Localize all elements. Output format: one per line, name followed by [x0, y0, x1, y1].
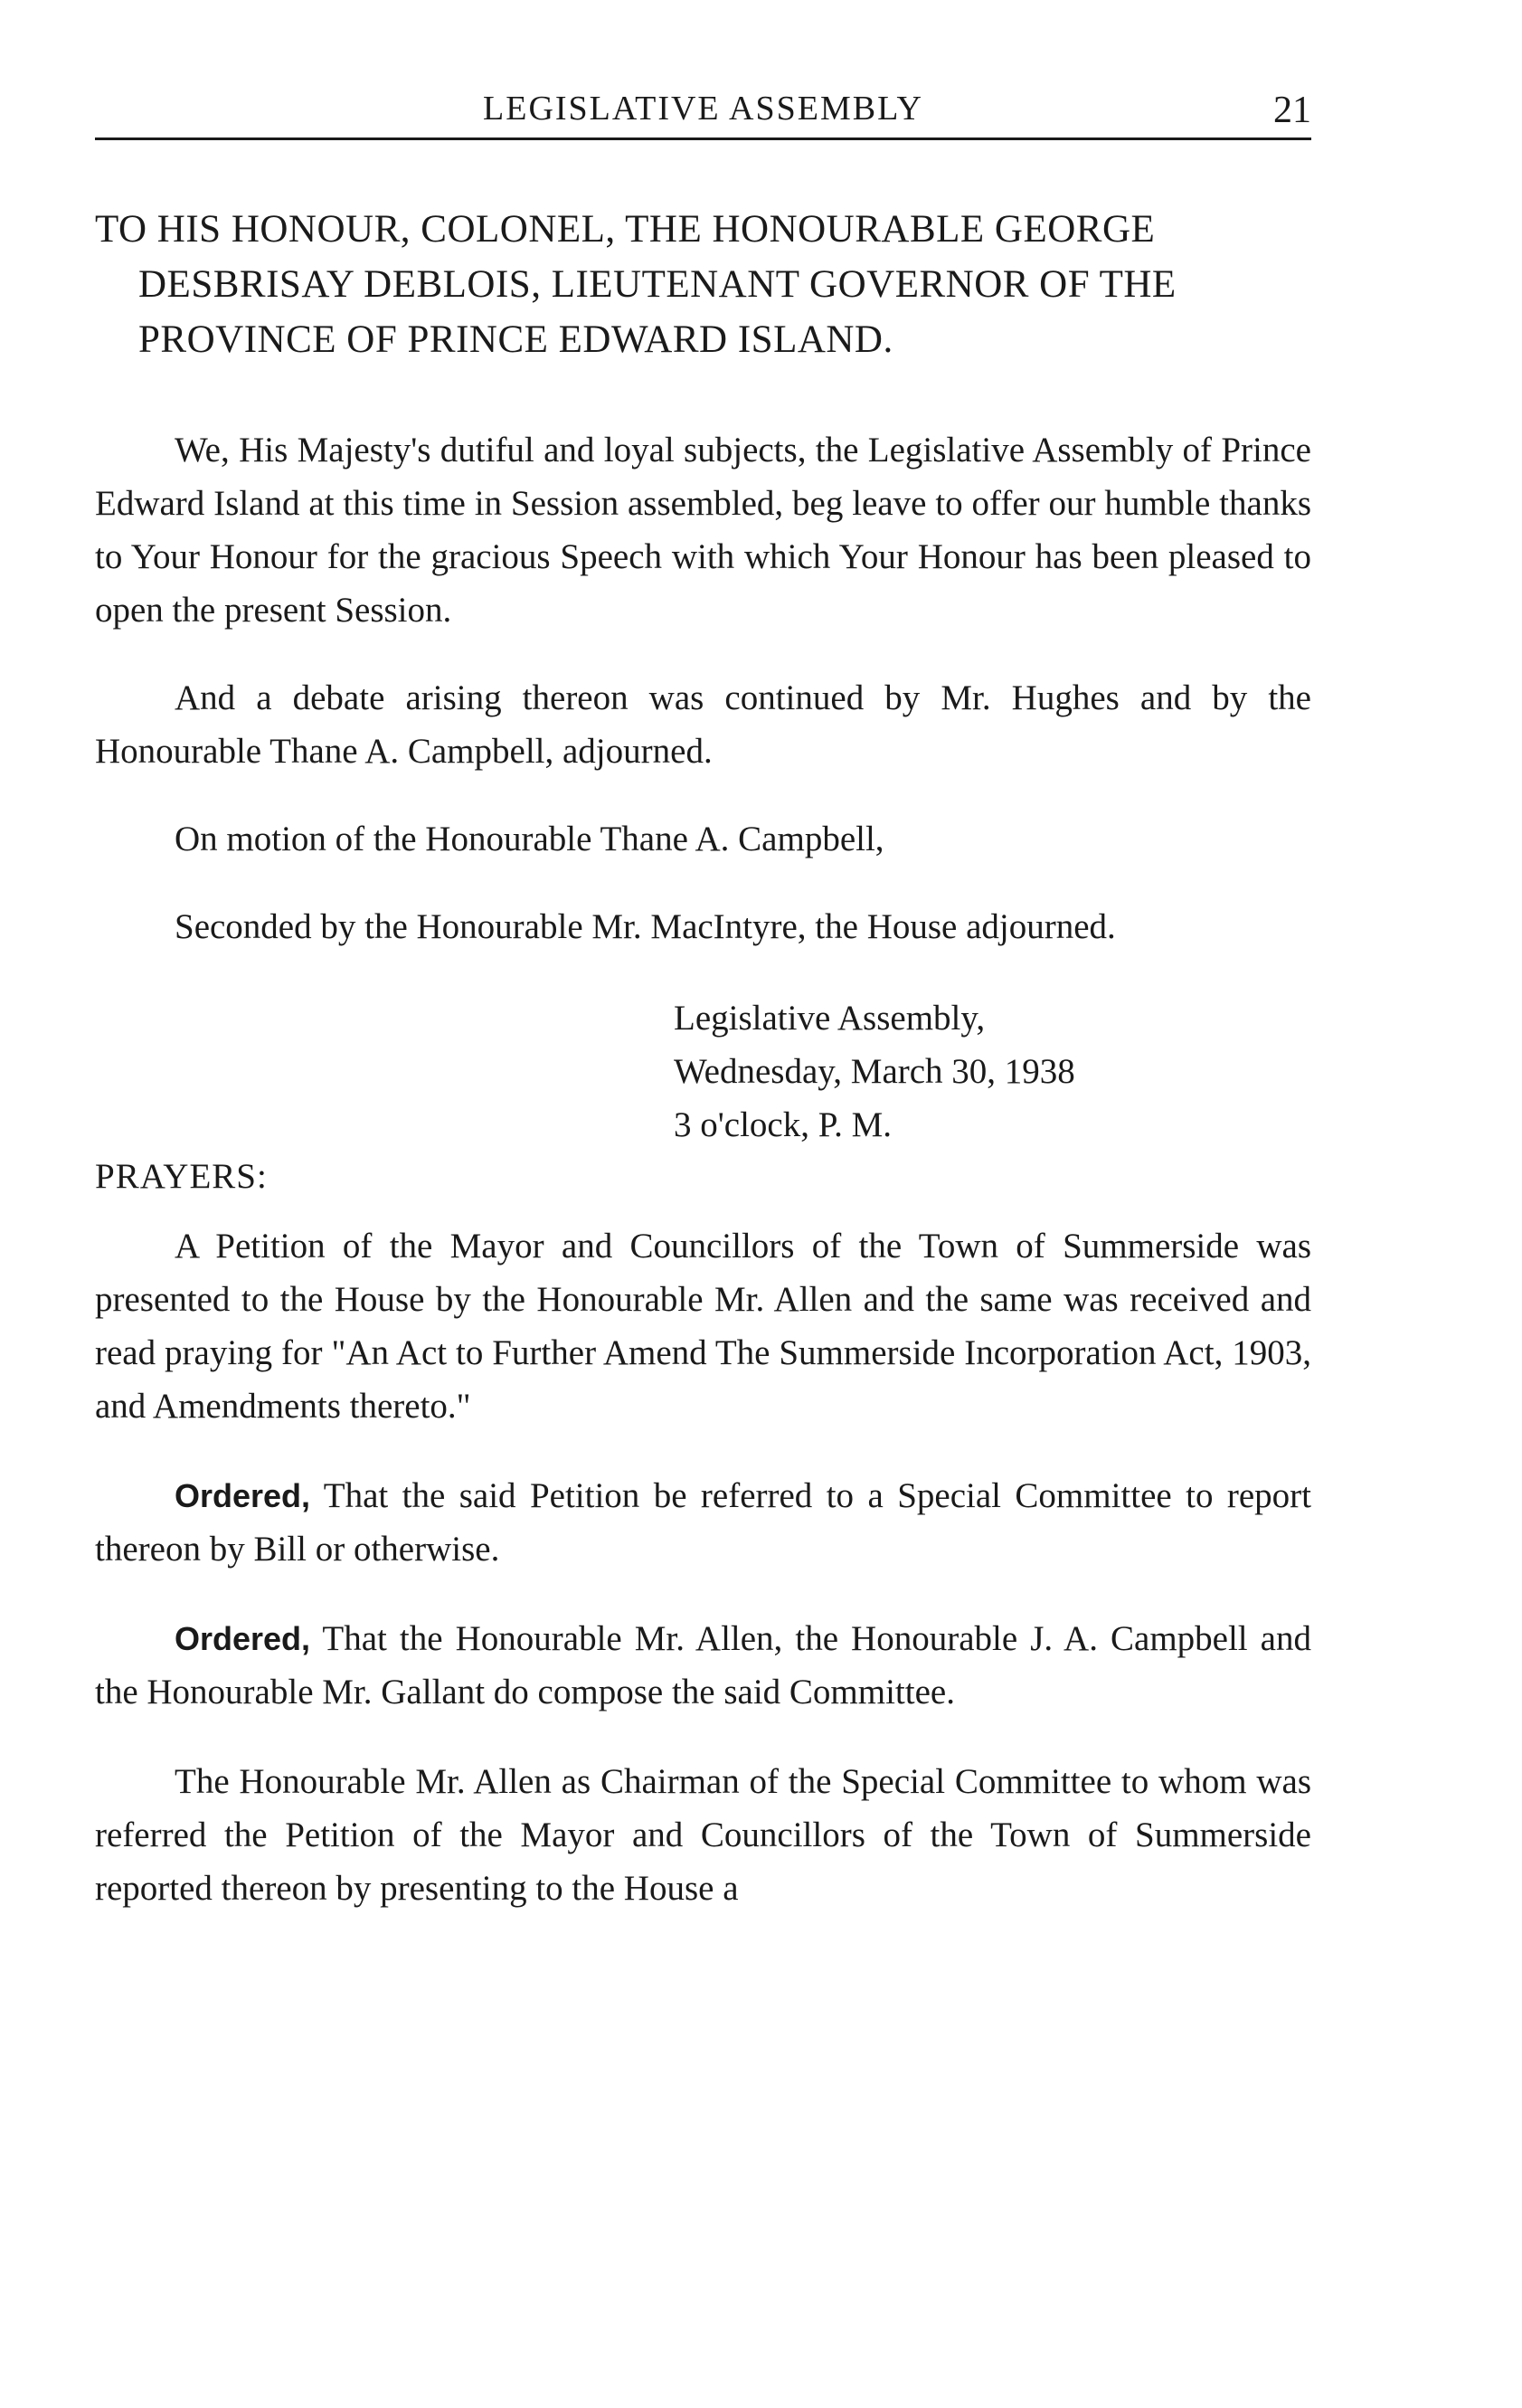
prayers-heading: PRAYERS:	[95, 1157, 268, 1196]
ordered-text-2: That the Honourable Mr. Allen, the Honourable J. A. Campbell and the Honourable Mr. Gallant do compose the said Committee.	[95, 1619, 1311, 1711]
ordered-text-1: That the said Petition be referred to a Special Committee to report thereon by Bill or otherwise.	[95, 1476, 1311, 1569]
running-title: LEGISLATIVE ASSEMBLY	[483, 90, 923, 128]
running-header	[95, 81, 1311, 140]
ordered-paragraph-2	[95, 1612, 1311, 1719]
motion-paragraph: On motion of the Honourable Thane A. Campbell,	[175, 820, 884, 858]
address-heading	[95, 202, 1311, 367]
petition-paragraph: A Petition of the Mayor and Councillors of the Town of Summerside was presented to the House by the Honourable Mr. Allen and the same was received and read praying for "An Act to Further Amend The Summerside Incorporation Act, 1903, and Amendments thereto."	[95, 1227, 1311, 1426]
committee-report-paragraph: The Honourable Mr. Allen as Chairman of the Special Committee to whom was referred the Petition of the Mayor and Councillors of the Town of Summerside reported thereon by presenting to the House a	[95, 1762, 1311, 1908]
debate-paragraph: And a debate arising thereon was continued by Mr. Hughes and by the Honourable Thane A. Campbell, adjourned.	[95, 678, 1311, 771]
address-line-2: DESBRISAY DEBLOIS, LIEUTENANT GOVERNOR OF THE	[138, 263, 1177, 306]
reply-paragraph: We, His Majesty's dutiful and loyal subjects, the Legislative Assembly of Prince Edward Island at this time in Session assembled, beg leave to offer our humble thanks to Your Honour for the gracious Speech with which Your Honour has been pleased to open the present Session.	[95, 431, 1311, 630]
ordered-paragraph-1	[95, 1469, 1311, 1576]
dateline-place: Legislative Assembly,	[674, 999, 986, 1038]
dateline	[674, 991, 1311, 1152]
document-page	[95, 81, 1311, 1915]
address-line-3: PROVINCE OF PRINCE EDWARD ISLAND.	[138, 318, 893, 361]
seconded-paragraph: Seconded by the Honourable Mr. MacIntyre, the House adjourned.	[175, 907, 1116, 946]
page-number: 21	[1273, 90, 1311, 131]
address-line-1: TO HIS HONOUR, COLONEL, THE HONOURABLE GEORGE	[95, 208, 1156, 251]
dateline-date: Wednesday, March 30, 1938	[674, 1052, 1075, 1091]
dateline-time: 3 o'clock, P. M.	[674, 1105, 893, 1144]
ordered-lead-2: Ordered,	[175, 1620, 311, 1657]
ordered-lead-1: Ordered,	[175, 1477, 311, 1514]
